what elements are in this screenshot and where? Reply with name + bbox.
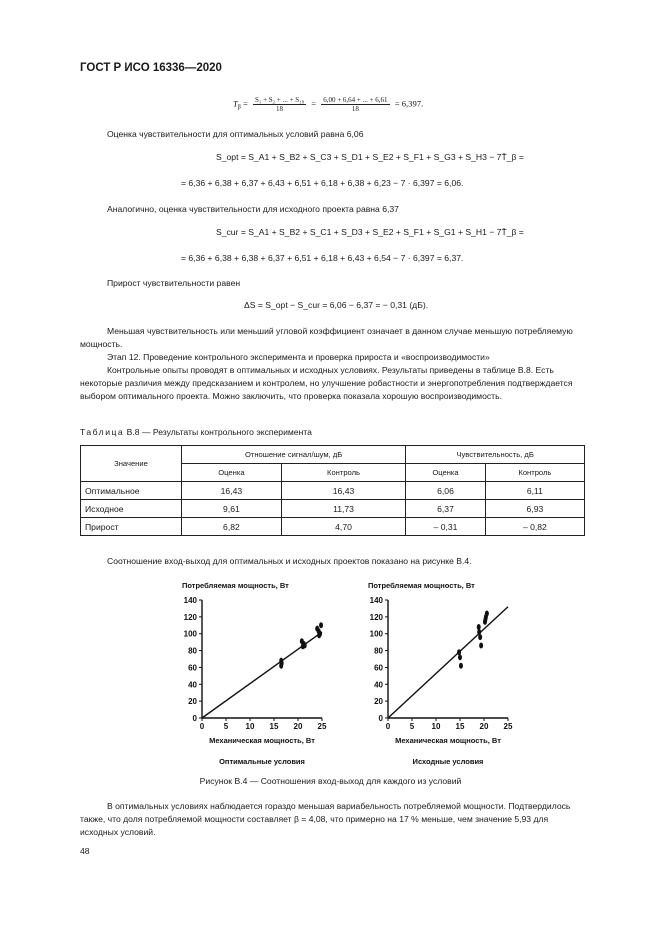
table-subheader-control: Контроль [485, 464, 584, 482]
cell-sens-estimate: 6,37 [406, 500, 486, 518]
paragraph-2: Этап 12. Проведение контрольного эксперимента и проверка прироста и «воспроизводимости» [107, 352, 490, 362]
y-tick-label: 80 [374, 646, 383, 656]
chart-initial [368, 581, 513, 766]
y-tick-label: 60 [374, 663, 383, 673]
data-point [485, 610, 489, 616]
y-tick-label: 120 [369, 612, 383, 622]
table-subheader-estimate: Оценка [182, 464, 282, 482]
cell-sens-control: 6,11 [485, 482, 584, 500]
results-table [80, 445, 585, 536]
row-label: Оптимальное [81, 482, 182, 500]
x-tick-label: 10 [245, 722, 255, 731]
x-tick-label: 0 [385, 722, 391, 731]
table-subheader-control: Контроль [281, 464, 405, 482]
table-row [81, 500, 585, 518]
page-number: 48 [80, 846, 90, 856]
y-tick-label: 60 [188, 663, 197, 673]
cell-sn-control: 11,73 [281, 500, 405, 518]
y-tick-label: 0 [378, 714, 383, 723]
data-point [457, 649, 461, 655]
paragraph-1: Меньшая чувствительность или меньший угловой коэффициент означает в данном случае меньшую потребляемую мощность. [80, 326, 573, 349]
data-point [315, 626, 319, 632]
cell-sn-control: 16,43 [281, 482, 405, 500]
data-point [303, 643, 307, 649]
y-tick-label: 140 [369, 596, 383, 605]
gain-intro: Прирост чувствительности равен [107, 278, 241, 288]
y-tick-label: 0 [192, 714, 197, 723]
document-header: ГОСТ Р ИСО 16336—2020 [80, 62, 222, 74]
data-point [319, 622, 323, 628]
y-tick-label: 120 [183, 612, 197, 622]
cell-sens-estimate: 6,06 [406, 482, 486, 500]
cell-sens-estimate: – 0,31 [406, 518, 486, 536]
table-row [81, 518, 585, 536]
y-tick-label: 40 [374, 680, 383, 690]
data-point [300, 638, 304, 644]
row-label: Прирост [81, 518, 182, 536]
equation-opt-1: S_opt = S_A1 + S_B2 + S_C3 + S_D1 + S_E2 + S_F1 + S_G3 + S_H3 − 7T̄_β = [216, 152, 524, 162]
x-tick-label: 10 [431, 722, 441, 731]
cell-sens-control: – 0,82 [485, 518, 584, 536]
chart-title: Оптимальные условия [219, 757, 305, 766]
cell-sn-estimate: 9,61 [182, 500, 282, 518]
chart-optimal [182, 581, 327, 766]
row-label: Исходное [81, 500, 182, 518]
paragraph-5: В оптимальных условиях наблюдается гораздо меньшая вариабельность потребляемой мощности. Подтвердилось также, что доля потребляемой мощности составляет β = 4,08, что примерно на 17 % меньше, чем значение 5,93 для исходных условий. [80, 801, 571, 837]
figure-charts [160, 572, 530, 772]
x-tick-label: 25 [317, 722, 327, 731]
x-tick-label: 5 [223, 722, 229, 731]
equation-opt-2: = 6,36 + 6,38 + 6,37 + 6,43 + 6,51 + 6,18 + 6,38 + 6,23 − 7 · 6,397 = 6,06. [181, 178, 464, 188]
figure-caption: Рисунок В.4 — Соотношения вход-выход для каждого из условий [199, 776, 462, 786]
y-tick-label: 20 [188, 697, 197, 707]
x-tick-label: 5 [409, 722, 415, 731]
data-point [478, 634, 482, 640]
y-tick-label: 40 [188, 680, 197, 690]
table-row [81, 482, 585, 500]
x-tick-label: 15 [269, 722, 279, 731]
data-point [458, 654, 462, 660]
fit-line [388, 607, 508, 718]
cell-sn-estimate: 6,82 [182, 518, 282, 536]
equation-mean: $T_\beta$ = $\frac{\text{S₁ + S₂ + ... + S₁₈}}{18}$ = $\frac{6,00 + 6,64 + ... + 6,61}{18}$ = 6,397. [233, 96, 424, 113]
x-tick-label: 20 [479, 722, 489, 731]
x-axis-label: Механическая мощность, Вт [209, 736, 315, 745]
data-point [477, 629, 481, 635]
table-header-sens: Чувствительность, дБ [406, 446, 585, 464]
y-tick-label: 20 [374, 697, 383, 707]
y-tick-label: 80 [188, 646, 197, 656]
x-axis-label: Механическая мощность, Вт [395, 736, 501, 745]
cell-sens-control: 6,93 [485, 500, 584, 518]
equation-gain: ΔS = S_opt − S_cur = 6,06 − 6,37 = − 0,31 (дБ). [244, 300, 429, 310]
table-header-sn: Отношение сигнал/шум, дБ [182, 446, 406, 464]
x-tick-label: 15 [455, 722, 465, 731]
data-point [477, 624, 481, 630]
cur-intro: Аналогично, оценка чувствительности для исходного проекта равна 6,37 [107, 204, 399, 214]
chart-title: Исходные условия [412, 757, 484, 766]
y-tick-label: 100 [369, 629, 383, 639]
table-title: Таблица В.8 — Результаты контрольного эксперимента [80, 427, 312, 437]
cell-sn-control: 4,70 [281, 518, 405, 536]
paragraph-3: Контрольные опыты проводят в оптимальных и исходных условиях. Результаты приведены в таблице В.8. Есть некоторые различия между предсказанием и контролем, но улучшение робастности и энергопотребления подтверждается выбором оптимального проекта. Можно заключить, что проверка показала хорошую воспроизводимость. [80, 365, 573, 401]
y-axis-label: Потребляемая мощность, Вт [368, 581, 475, 590]
y-tick-label: 100 [183, 629, 197, 639]
cell-sn-estimate: 16,43 [182, 482, 282, 500]
data-point [459, 663, 463, 669]
data-point [483, 616, 487, 622]
y-tick-label: 140 [183, 596, 197, 605]
table-subheader-estimate: Оценка [406, 464, 486, 482]
y-axis-label: Потребляемая мощность, Вт [182, 581, 289, 590]
x-tick-label: 25 [503, 722, 513, 731]
paragraph-4: Соотношение вход-выход для оптимальных и исходных проектов показано на рисунке В.4. [107, 556, 472, 566]
table-header-value: Значение [81, 446, 182, 482]
x-tick-label: 20 [293, 722, 303, 731]
data-point [479, 643, 483, 649]
x-tick-label: 0 [199, 722, 205, 731]
data-point [280, 660, 284, 666]
equation-cur-1: S_cur = S_A1 + S_B2 + S_C1 + S_D3 + S_E2 + S_F1 + S_G1 + S_H1 − 7T̄_β = [216, 227, 524, 237]
equation-cur-2: = 6,36 + 6,38 + 6,38 + 6,37 + 6,51 + 6,18 + 6,43 + 6,54 − 7 · 6,397 = 6,37. [181, 253, 464, 263]
opt-intro: Оценка чувствительности для оптимальных условий равна 6,06 [107, 129, 364, 139]
data-point [317, 632, 321, 638]
